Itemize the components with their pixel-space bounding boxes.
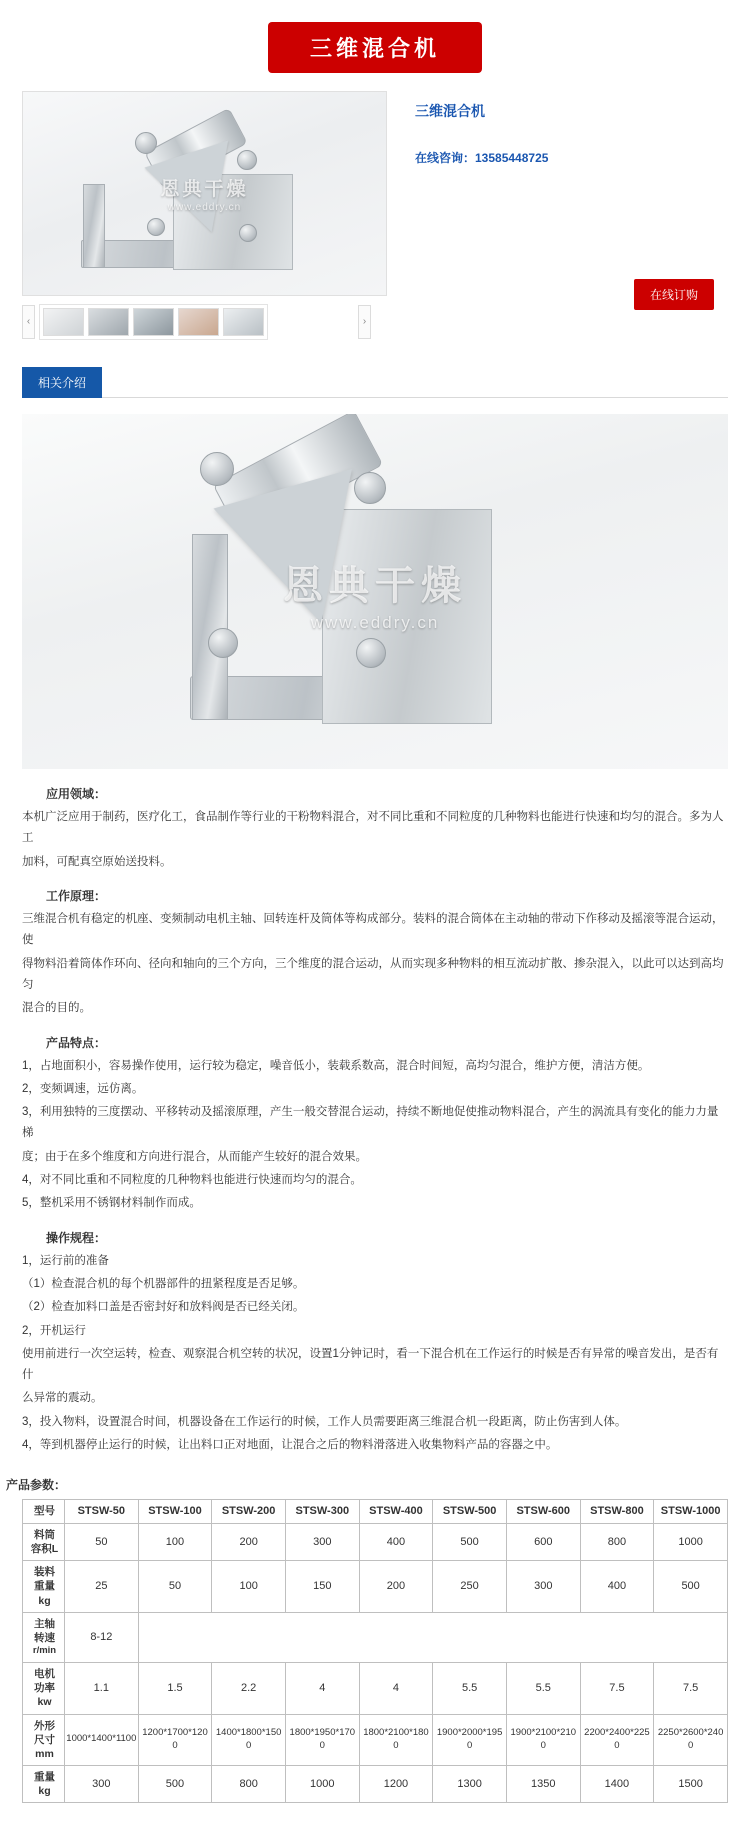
- cell-power-8: 7.5: [580, 1662, 654, 1714]
- product-name: 三维混合机: [415, 103, 485, 119]
- operation-4: 4，等到机器停止运行的时候，让出料口正对地面，让混合之后的物料滑落进入收集物料产品的容器之中。: [22, 1438, 558, 1451]
- product-description: [0, 769, 750, 1456]
- cell-load-5: 200: [359, 1561, 433, 1613]
- table-col-5: STSW-400: [359, 1500, 433, 1524]
- main-product-image[interactable]: [22, 91, 387, 296]
- cell-dim-1: 1000*1400*1100: [65, 1714, 139, 1766]
- title-banner-area: [0, 0, 750, 73]
- content-tabbar: [22, 366, 728, 398]
- cell-volume-1: 50: [65, 1523, 139, 1560]
- gallery-prev-arrow-icon[interactable]: ‹: [22, 305, 35, 339]
- table-row: [23, 1714, 728, 1766]
- cell-dim-5: 1800*2100*1800: [359, 1714, 433, 1766]
- table-col-1: STSW-50: [65, 1500, 139, 1524]
- application-line-2: 加料，可配真空原始送投料。: [22, 855, 172, 868]
- operation-1a: （1）检查混合机的每个机器部件的扭紧程度是否足够。: [22, 1278, 305, 1290]
- page-bottom-spacer: [0, 1803, 750, 1829]
- table-col-3: STSW-200: [212, 1500, 286, 1524]
- online-order-button[interactable]: 在线订购: [634, 279, 714, 310]
- tab-related-intro[interactable]: 相关介绍: [22, 367, 102, 398]
- operation-2: 2，开机运行: [22, 1324, 86, 1337]
- cell-dim-2: 1200*1700*1200: [138, 1714, 212, 1766]
- feature-4: 4，对不同比重和不同粒度的几种物料也能进行快速而均匀的混合。: [22, 1174, 362, 1187]
- table-col-8: STSW-800: [580, 1500, 654, 1524]
- product-top-section: [0, 73, 750, 340]
- section-heading-application: 应用领域：: [46, 787, 107, 801]
- image-watermark: 恩典干燥 www.eddry.cn: [160, 179, 249, 213]
- cell-weight-7: 1350: [506, 1766, 580, 1803]
- cell-power-1: 1.1: [65, 1662, 139, 1714]
- cell-volume-9: 1000: [654, 1523, 728, 1560]
- feature-1: 1，占地面积小，容易操作使用，运行较为稳定，噪音低小，装载系数高，混合时间短，高均匀混合，维护方便，清洁方便。: [22, 1059, 650, 1072]
- cell-power-2: 1.5: [138, 1662, 212, 1714]
- cell-load-8: 400: [580, 1561, 654, 1613]
- product-gallery: [22, 91, 387, 340]
- cell-weight-6: 1300: [433, 1766, 507, 1803]
- table-row: [23, 1766, 728, 1803]
- table-col-4: STSW-300: [285, 1500, 359, 1524]
- section-heading-operation: 操作规程：: [46, 1230, 107, 1245]
- large-image-watermark: 恩典干燥 www.eddry.cn: [283, 564, 467, 632]
- cell-spindle-speed: 8-12: [65, 1612, 139, 1662]
- product-info-column: [387, 91, 728, 340]
- product-parameters-table: [22, 1499, 728, 1803]
- operation-2b: 么异常的震动。: [22, 1392, 103, 1405]
- cell-load-4: 150: [285, 1561, 359, 1613]
- table-col-2: STSW-100: [138, 1500, 212, 1524]
- cell-dim-8: 2200*2400*2250: [580, 1714, 654, 1766]
- cell-weight-2: 500: [138, 1766, 212, 1803]
- principle-line-1: 三维混合机有稳定的机座、变频制动电机主轴、回转连杆及筒体等构成部分。装料的混合筒体在主动轴的带动下作移动及摇滚等混合运动，使: [22, 913, 724, 947]
- thumbnail-5[interactable]: [223, 308, 264, 336]
- table-col-6: STSW-500: [433, 1500, 507, 1524]
- cell-dim-6: 1900*2000*1950: [433, 1714, 507, 1766]
- cell-volume-2: 100: [138, 1523, 212, 1560]
- cell-load-9: 500: [654, 1561, 728, 1613]
- feature-5: 5，整机采用不锈钢材料制作而成。: [22, 1197, 201, 1210]
- cell-weight-9: 1500: [654, 1766, 728, 1803]
- cell-weight-4: 1000: [285, 1766, 359, 1803]
- cell-volume-4: 300: [285, 1523, 359, 1560]
- table-header-model: 型号: [23, 1500, 65, 1524]
- section-heading-principle: 工作原理：: [46, 888, 107, 903]
- cell-dim-9: 2250*2600*2400: [654, 1714, 728, 1766]
- cell-power-4: 4: [285, 1662, 359, 1714]
- principle-line-2: 得物料沿着筒体作环向、径向和轴向的三个方向，三个维度的混合运动，从而实现多种物料的相互流动扩散、掺杂混入，以此可以达到高均匀: [22, 957, 724, 991]
- feature-3-cont: 度；由于在多个维度和方向进行混合，从而能产生较好的混合效果。: [22, 1150, 367, 1163]
- cell-weight-8: 1400: [580, 1766, 654, 1803]
- table-col-9: STSW-1000: [654, 1500, 728, 1524]
- cell-volume-6: 500: [433, 1523, 507, 1560]
- cell-volume-5: 400: [359, 1523, 433, 1560]
- cell-dim-4: 1800*1950*1700: [285, 1714, 359, 1766]
- table-header-row: [23, 1500, 728, 1524]
- cell-weight-5: 1200: [359, 1766, 433, 1803]
- cell-power-5: 4: [359, 1662, 433, 1714]
- cell-dim-7: 1900*2100*2100: [506, 1714, 580, 1766]
- cell-spindle-speed-merged: [138, 1612, 727, 1662]
- table-col-7: STSW-600: [506, 1500, 580, 1524]
- table-title: 产品参数：: [6, 1478, 67, 1493]
- cell-volume-8: 800: [580, 1523, 654, 1560]
- cell-dim-3: 1400*1800*1500: [212, 1714, 286, 1766]
- operation-1: 1，运行前的准备: [22, 1254, 109, 1267]
- cell-weight-1: 300: [65, 1766, 139, 1803]
- feature-2: 2，变频调速，远仿离。: [22, 1082, 144, 1095]
- gallery-thumbnail-strip: [22, 304, 387, 340]
- cell-load-2: 50: [138, 1561, 212, 1613]
- page-title: 三维混合机: [268, 22, 482, 73]
- cell-load-1: 25: [65, 1561, 139, 1613]
- cell-load-3: 100: [212, 1561, 286, 1613]
- application-line-1: 本机广泛应用于制药，医疗化工，食品制作等行业的干粉物料混合，对不同比重和不同粒度的几种物料也能进行快速和均匀的混合。多为人工: [22, 811, 724, 845]
- cell-power-7: 5.5: [506, 1662, 580, 1714]
- thumbnail-1[interactable]: [43, 308, 84, 336]
- cell-weight-3: 800: [212, 1766, 286, 1803]
- cell-power-6: 5.5: [433, 1662, 507, 1714]
- thumbnail-list: [39, 304, 268, 340]
- row-label-weight: 重量 kg: [23, 1766, 65, 1803]
- gallery-next-arrow-icon[interactable]: ›: [358, 305, 371, 339]
- cell-volume-3: 200: [212, 1523, 286, 1560]
- operation-3: 3，投入物料，设置混合时间，机器设备在工作运行的时候，工作人员需要距离三维混合机一段距离，防止伤害到人体。: [22, 1415, 627, 1428]
- row-label-volume: 料筒 容积L: [23, 1523, 65, 1560]
- cell-power-9: 7.5: [654, 1662, 728, 1714]
- operation-1b: （2）检查加料口盖是否密封好和放料阀是否已经关闭。: [22, 1301, 305, 1314]
- feature-3: 3，利用独特的三度摆动、平移转动及摇滚原理，产生一般交替混合运动，持续不断地促使推动物料混合，产生的涡流具有变化的能力力量梯: [22, 1106, 719, 1140]
- online-consult-phone[interactable]: 在线咨询：13585448725: [415, 151, 549, 165]
- row-label-motor-power: 电机 功率 kw: [23, 1662, 65, 1714]
- cell-power-3: 2.2: [212, 1662, 286, 1714]
- row-label-load-weight: 装料 重量 kg: [23, 1561, 65, 1613]
- thumbnail-3[interactable]: [133, 308, 174, 336]
- large-product-image[interactable]: [22, 414, 728, 769]
- table-row: [23, 1612, 728, 1662]
- row-label-spindle-speed: 主轴 转速 r/min: [23, 1612, 65, 1662]
- table-row: [23, 1662, 728, 1714]
- operation-2a: 使用前进行一次空运转，检查、观察混合机空转的状况，设置1分钟记时，看一下混合机在工作运行的时候是否有异常的噪音发出，是否有什: [22, 1347, 719, 1382]
- table-row: [23, 1523, 728, 1560]
- cell-load-6: 250: [433, 1561, 507, 1613]
- principle-line-3: 混合的目的。: [22, 1002, 91, 1015]
- thumbnail-4[interactable]: [178, 308, 219, 336]
- table-row: [23, 1561, 728, 1613]
- row-label-dimensions: 外形 尺寸 mm: [23, 1714, 65, 1766]
- cell-load-7: 300: [506, 1561, 580, 1613]
- section-heading-features: 产品特点：: [46, 1035, 107, 1050]
- thumbnail-2[interactable]: [88, 308, 129, 336]
- cell-volume-7: 600: [506, 1523, 580, 1560]
